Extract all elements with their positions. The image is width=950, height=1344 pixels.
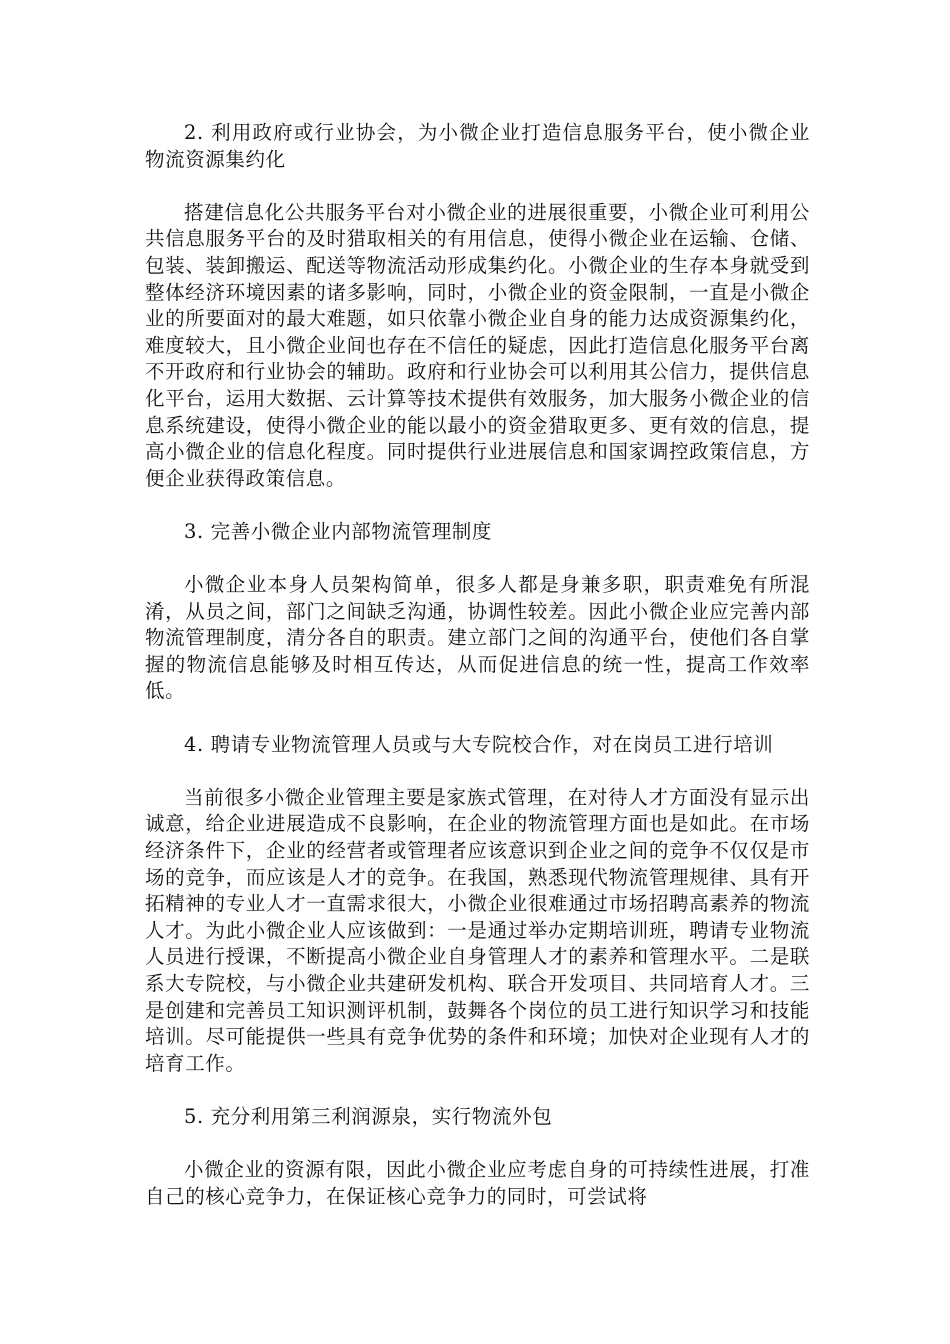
- document-page: [145, 120, 810, 1237]
- paragraph: 小微企业本身人员架构简单，很多人都是身兼多职，职责难免有所混淆，从员之间，部门之间缺乏沟通，协调性较差。因此小微企业应完善内部物流管理制度，清分各自的职责。建立部门之间的沟通平台，使他们各自掌握的物流信息能够及时相互传达，从而促进信息的统一性，提高工作效率低。: [145, 573, 810, 703]
- paragraph: 搭建信息化公共服务平台对小微企业的进展很重要，小微企业可利用公共信息服务平台的及时猎取相关的有用信息，使得小微企业在运输、仓储、包装、装卸搬运、配送等物流活动形成集约化。小微企业的生存本身就受到整体经济环境因素的诸多影响，同时，小微企业的资金限制，一直是小微企业的所要面对的最大难题，如只依靠小微企业自身的能力达成资源集约化，难度较大，且小微企业间也存在不信任的疑虑，因此打造信息化服务平台离不开政府和行业协会的辅助。政府和行业协会可以利用其公信力，提供信息化平台，运用大数据、云计算等技术提供有效服务，加大服务小微企业的信息系统建设，使得小微企业的能以最小的资金猎取更多、更有效的信息，提高小微企业的信息化程度。同时提供行业进展信息和国家调控政策信息，方便企业获得政策信息。: [145, 200, 810, 490]
- section-heading-5: 5. 充分利用第三利润源泉，实行物流外包: [184, 1104, 553, 1128]
- paragraph: 当前很多小微企业管理主要是家族式管理，在对待人才方面没有显示出诚意，给企业进展造成不良影响，在企业的物流管理方面也是如此。在市场经济条件下，企业的经营者或管理者应该意识到企业之间的竞争不仅仅是市场的竞争，而应该是人才的竞争。在我国，熟悉现代物流管理规律、具有开拓精神的专业人才一直需求很大，小微企业很难通过市场招聘高素养的物流人才。为此小微企业人应该做到：一是通过举办定期培训班，聘请专业物流人员进行授课，不断提高小微企业自身管理人才的素养和管理水平。二是联系大专院校，与小微企业共建研发机构、联合开发项目、共同培育人才。三是创建和完善员工知识测评机制，鼓舞各个岗位的员工进行知识学习和技能培训。尽可能提供一些具有竞争优势的条件和环境；加快对企业现有人才的培育工作。: [145, 785, 810, 1075]
- section-heading-4: 4. 聘请专业物流管理人员或与大专院校合作，对在岗员工进行培训: [184, 732, 774, 756]
- section-heading-2: 2. 利用政府或行业协会，为小微企业打造信息服务平台，使小微企业物流资源集约化: [145, 121, 810, 171]
- section-heading-3: 3. 完善小微企业内部物流管理制度: [184, 519, 493, 543]
- paragraph: 小微企业的资源有限，因此小微企业应考虑自身的可持续性进展，打准自己的核心竞争力，在保证核心竞争力的同时，可尝试将: [145, 1158, 810, 1208]
